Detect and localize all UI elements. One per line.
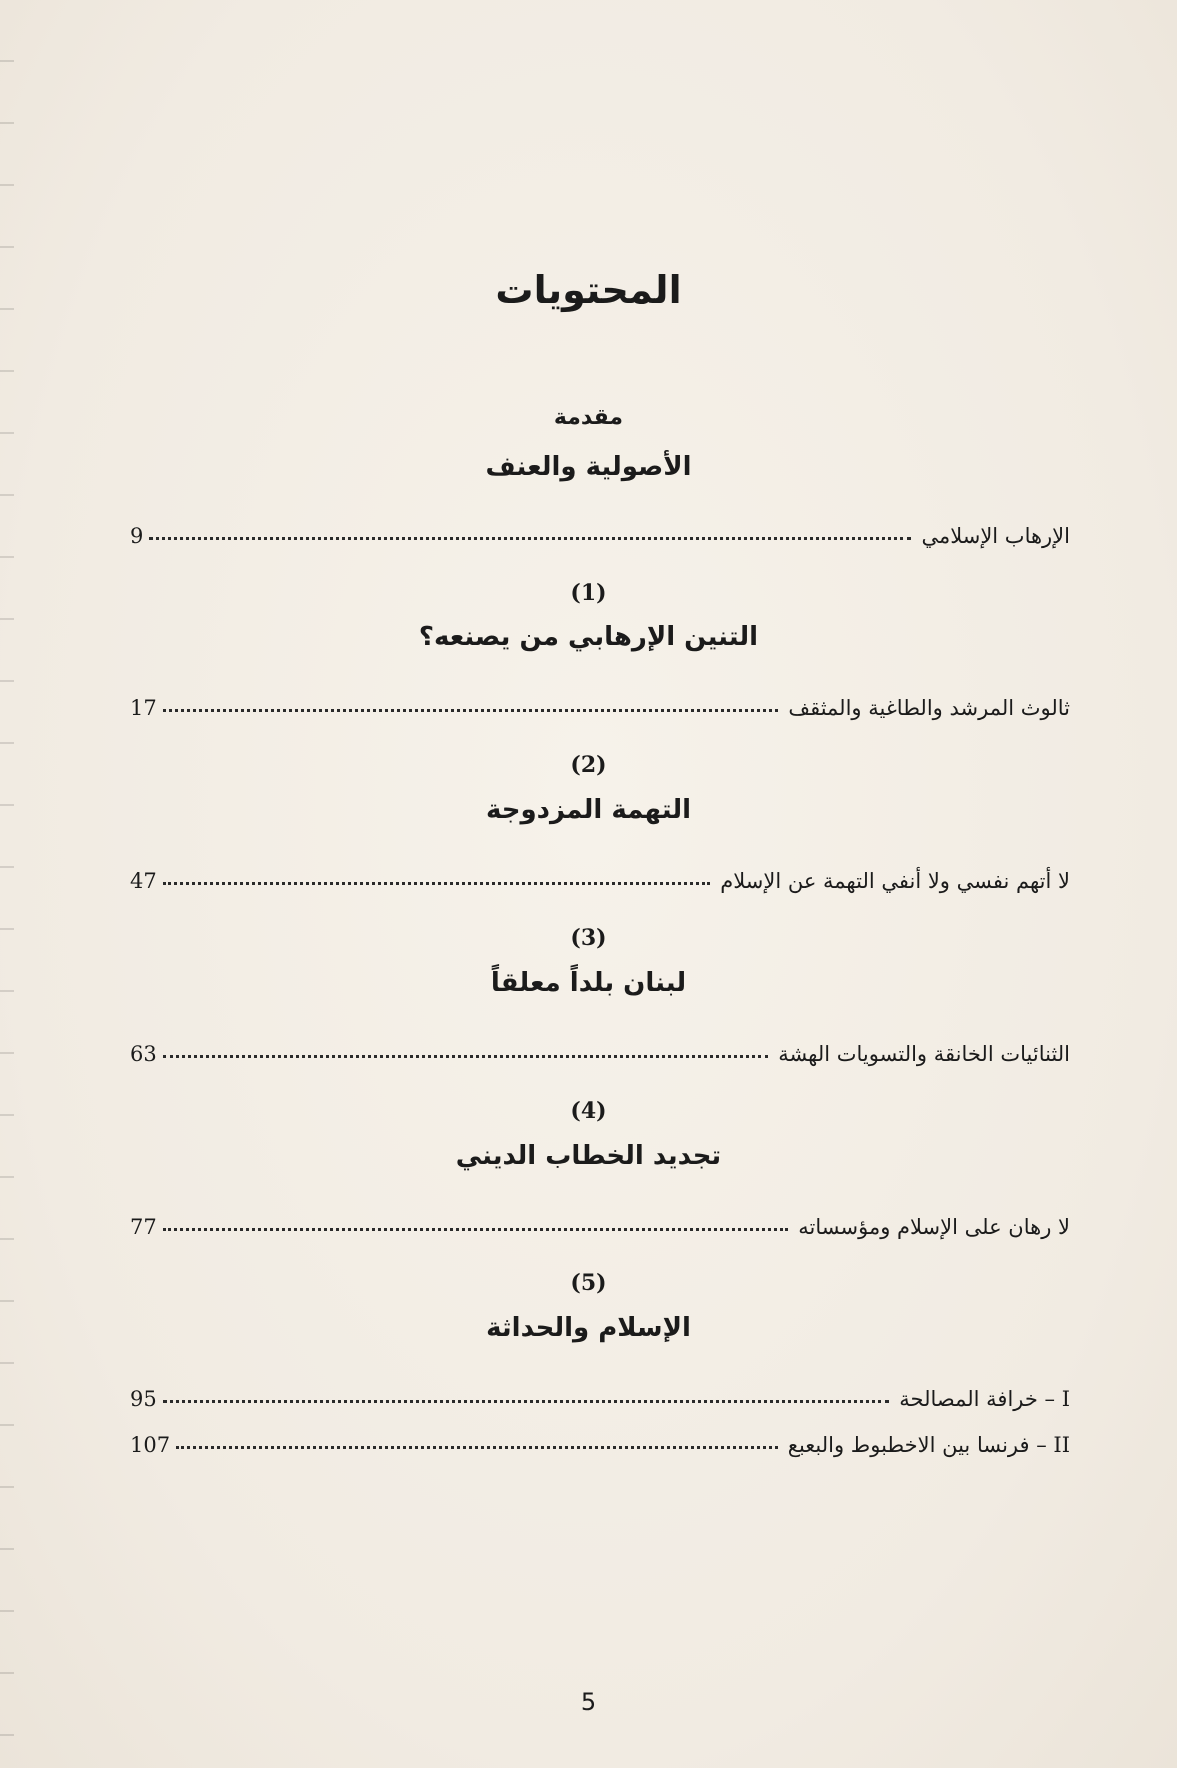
section-title: لبنان بلداً معلقاً — [490, 968, 687, 998]
toc-entry-page: 17 — [130, 696, 157, 720]
toc-entry-title: لا رهان على الإسلام ومؤسساته — [798, 1215, 1070, 1239]
toc-entry-title: الثنائيات الخانقة والتسويات الهشة — [778, 1042, 1070, 1066]
toc-leader-dots — [163, 709, 779, 712]
contents-title: المحتويات — [495, 268, 682, 312]
toc-leader-dots — [163, 882, 710, 885]
section-number: (2) — [570, 752, 607, 778]
toc-entry[interactable] — [130, 1421, 1070, 1457]
toc-entry-page: 77 — [130, 1215, 157, 1239]
toc-entry-title: II – فرنسا بين الاخطبوط والبعبع — [787, 1433, 1070, 1457]
section-number: (1) — [570, 580, 607, 606]
toc-entry[interactable] — [130, 684, 1070, 720]
toc-entry-title: لا أتهم نفسي ولا أنفي التهمة عن الإسلام — [720, 869, 1070, 893]
toc-leader-dots — [176, 1446, 778, 1449]
section-title: التهمة المزدوجة — [486, 795, 691, 825]
section-title: الإسلام والحداثة — [486, 1313, 691, 1343]
page-number: 5 — [580, 1688, 597, 1716]
section-title: التنين الإرهابي من يصنعه؟ — [418, 622, 759, 652]
toc-entry-title: ثالوث المرشد والطاغية والمثقف — [788, 696, 1070, 720]
toc-entry-title: الإرهاب الإسلامي — [921, 524, 1070, 548]
toc-entry[interactable] — [130, 1030, 1070, 1066]
toc-leader-dots — [163, 1228, 789, 1231]
intro-label: مقدمة — [553, 405, 624, 430]
toc-entry-page: 107 — [130, 1433, 171, 1457]
section-number: (3) — [570, 925, 607, 951]
toc-leader-dots — [163, 1400, 890, 1403]
toc-entry[interactable] — [130, 1375, 1070, 1411]
toc-entry-page: 95 — [130, 1387, 157, 1411]
toc-entry-title: I – خرافة المصالحة — [899, 1387, 1070, 1411]
intro-section-title: الأصولية والعنف — [485, 452, 692, 482]
toc-entry-page: 63 — [130, 1042, 157, 1066]
toc-entry[interactable] — [130, 512, 1070, 548]
toc-leader-dots — [149, 537, 911, 540]
toc-entry-page: 47 — [130, 869, 157, 893]
toc-entry-page: 9 — [130, 524, 144, 548]
page-binding-edge — [0, 0, 14, 1768]
toc-entry[interactable] — [130, 1203, 1070, 1239]
section-number: (4) — [570, 1098, 607, 1124]
section-title: تجديد الخطاب الديني — [455, 1141, 722, 1171]
section-number: (5) — [570, 1270, 607, 1296]
toc-leader-dots — [163, 1055, 768, 1058]
toc-entry[interactable] — [130, 857, 1070, 893]
